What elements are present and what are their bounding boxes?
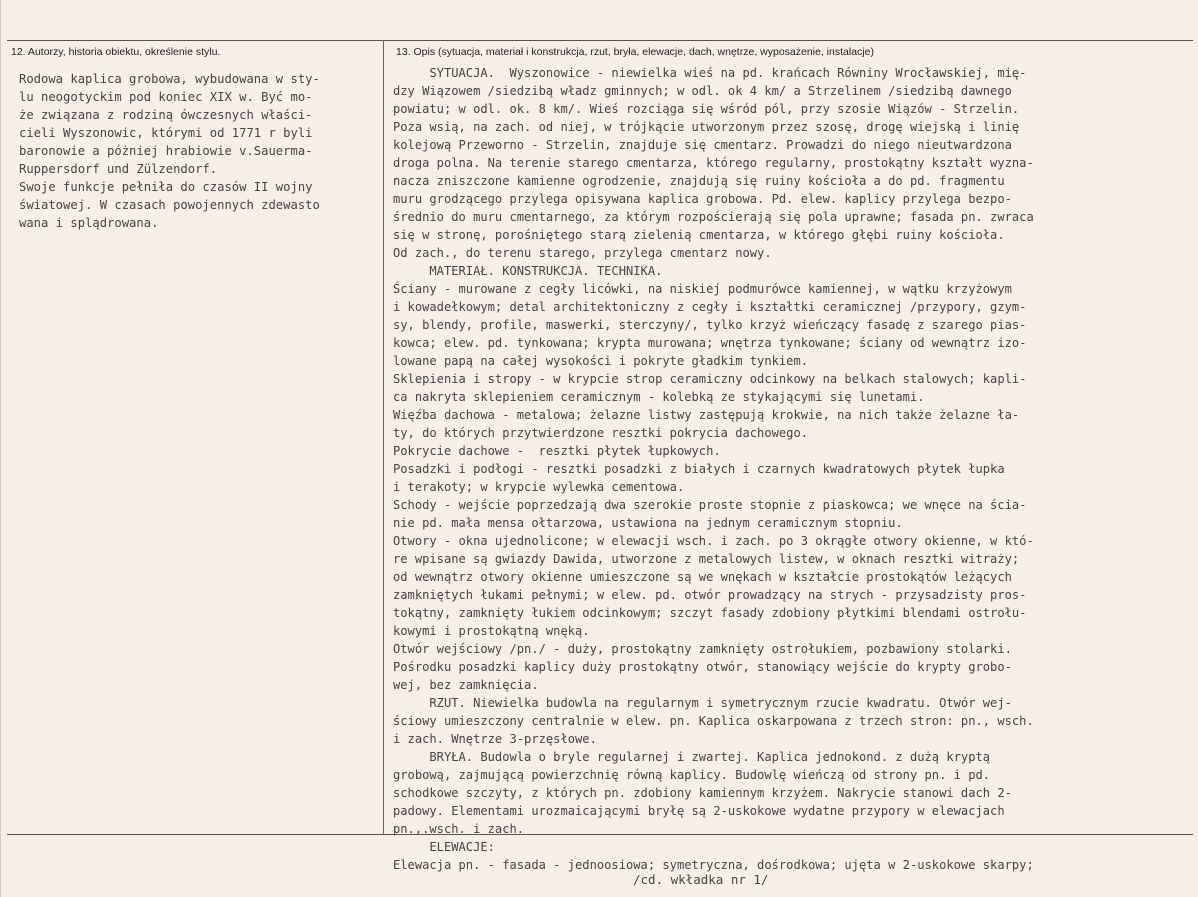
description-line: się w stronę, porośniętego starą zielenią cmentarza, w którego głębi ruiny kościoła. — [393, 228, 1005, 242]
description-line: re wpisane są gwiazdy Dawida, utworzone z metalowych listew, w oknach resztki witraży; — [393, 552, 1020, 566]
history-line: wana i splądrowana. — [19, 216, 159, 230]
description-line: ELEWACJE: — [393, 840, 495, 854]
description-line: i terakoty; w krypcie wylewka cementowa. — [393, 480, 685, 494]
continuation-note: /cd. wkładka nr 1/ — [633, 872, 769, 887]
description-text — [393, 64, 1193, 874]
description-line: nie pd. mała mensa ołtarzowa, ustawiona na jednym ceramicznym stopniu. — [393, 516, 903, 530]
description-line: padowy. Elementami urozmaicającymi bryłę są 2-uskokowe wydatne przypory w elewacjach — [393, 804, 1005, 818]
description-line: średnio do muru cmentarnego, za którym rozpościerają się pola uprawne; fasada pn. zwraca — [393, 210, 1034, 224]
history-line: Rodowa kaplica grobowa, wybudowana w sty- — [19, 72, 320, 86]
description-line: Otwory - okna ujednolicone; w elewacji wsch. i zach. po 3 okrągłe otwory okienne, w któ- — [393, 534, 1034, 548]
description-line: Otwór wejściowy /pn./ - duży, prostokątny zamknięty ostrołukiem, pozbawiony stolarki. — [393, 642, 1012, 656]
description-line: pn.,.wsch. i zach. — [393, 822, 525, 836]
description-line: muru grodzącego przylega opisywana kaplica grobowa. Pd. elew. kaplicy przylega bezpo- — [393, 192, 1012, 206]
description-line: SYTUACJA. Wyszonowice - niewielka wieś na pd. krańcach Równiny Wrocławskiej, mię- — [393, 66, 1027, 80]
description-line: kowca; elew. pd. tynkowana; krypta murowana; wnętrza tynkowane; ściany od wewnątrz izo- — [393, 336, 1027, 350]
description-line: wej, bez zamknięcia. — [393, 678, 539, 692]
description-line: Posadzki i podłogi - resztki posadzki z białych i czarnych kwadratowych płytek łupka — [393, 462, 1005, 476]
description-line: nacza zniszczone kamienne ogrodzenie, znajdują się ruiny kościoła a do pd. fragmentu — [393, 174, 1005, 188]
description-line: Pośrodku posadzki kaplicy duży prostokątny otwór, stanowiący wejście do krypty grobo- — [393, 660, 1012, 674]
column-divider — [383, 40, 384, 834]
description-line: kowymi i prostokątną wnęką. — [393, 624, 590, 638]
history-line: że związana z rodziną ówczesnych właści- — [19, 108, 313, 122]
description-line: tokątny, zamknięty łukiem odcinkowym; szczyt fasady zdobiony płytkimi blendami ostrołu- — [393, 606, 1027, 620]
description-line: zamkniętych łukami pełnymi; w elew. pd. otwór prowadzący na strych - przysadzisty pros- — [393, 588, 1027, 602]
description-line: ściowy umieszczony centralnie w elew. pn. Kaplica oskarpowana z trzech stron: pn., wsch. — [393, 714, 1034, 728]
right-section-header: 13. Opis (sytuacja, materiał i konstrukcja, rzut, bryła, elewacje, dach, wnętrze, wyposażenie, instalacje) — [396, 46, 874, 58]
description-line: grobową, zajmującą powierzchnię równą kaplicy. Budowlę wieńczą od strony pn. i pd. — [393, 768, 991, 782]
description-line: i kowadełkowym; detal architektoniczny z cegły i kształtki ceramicznej /przypory, gzym- — [393, 300, 1027, 314]
description-line: kolejową Przeworno - Strzelin, znajduje się cmentarz. Prowadzi do niego nieutwardzona — [393, 138, 1012, 152]
history-line: światowej. W czasach powojennych zdewasto — [19, 198, 320, 212]
description-line: od wewnątrz otwory okienne umieszczone są we wnękach w kształcie prostokątów leżących — [393, 570, 1012, 584]
description-line: Sklepienia i stropy - w krypcie strop ceramiczny odcinkowy na belkach stalowych; kapli- — [393, 372, 1027, 386]
history-line: lu neogotyckim pod koniec XIX w. Być mo- — [19, 90, 313, 104]
description-line: Więźba dachowa - metalowa; żelazne listwy zastępują krokwie, na nich także żelazne ła- — [393, 408, 1020, 422]
description-line: lowane papą na całej wysokości i pokryte gładkim tynkiem. — [393, 354, 809, 368]
description-line: Poza wsią, na zach. od niej, w trójkącie utworzonym przez szosę, drogę wiejską i linię — [393, 120, 1020, 134]
description-line: Pokrycie dachowe - resztki płytek łupkowych. — [393, 444, 721, 458]
top-rule — [7, 40, 1193, 41]
description-line: BRYŁA. Budowla o bryle regularnej i zwartej. Kaplica jednokond. z dużą kryptą — [393, 750, 991, 764]
description-line: Ściany - murowane z cegły licówki, na niskiej podmurówce kamiennej, w wątku krzyżowym — [393, 282, 1012, 296]
description-line: ty, do których przytwierdzone resztki pokrycia dachowego. — [393, 426, 809, 440]
left-section-header: 12. Autorzy, historia obiektu, określenie stylu. — [11, 46, 221, 58]
description-line: Od zach., do terenu starego, przylega cmentarz nowy. — [393, 246, 772, 260]
description-line: Elewacja pn. - fasada - jednoosiowa; symetryczna, dośrodkowa; ujęta w 2-uskokowe skarpy; — [393, 858, 1034, 872]
history-line: Ruppersdorf und Zülzendorf. — [19, 162, 218, 176]
history-line: baronowie a póżniej hrabiowie v.Sauerma- — [19, 144, 313, 158]
description-line: droga polna. Na terenie starego cmentarza, którego regularny, prostokątny kształt wyzna- — [393, 156, 1034, 170]
history-line: Swoje funkcje pełniła do czasów II wojny — [19, 180, 313, 194]
description-line: powiatu; w odl. ok. 8 km/. Wieś rozciąga się wśród pól, przy szosie Wiązów - Strzelin. — [393, 102, 1020, 116]
description-line: MATERIAŁ. KONSTRUKCJA. TECHNIKA. — [393, 264, 663, 278]
description-line: Schody - wejście poprzedzają dwa szerokie proste stopnie z piaskowca; we wnęce na ścia- — [393, 498, 1027, 512]
description-line: dzy Wiązowem /siedzibą władz gminnych; w odl. ok 4 km/ a Strzelinem /siedzibą dawnego — [393, 84, 1012, 98]
description-line: i zach. Wnętrze 3-przęsłowe. — [393, 732, 597, 746]
history-line: cieli Wyszonowic, którymi od 1771 r byli — [19, 126, 313, 140]
description-line: schodkowe szczyty, z których pn. zdobiony kamiennym krzyżem. Nakrycie stanowi dach 2- — [393, 786, 1012, 800]
history-text — [19, 70, 381, 232]
description-line: sy, blendy, profile, maswerki, sterczyny/, tylko krzyż wieńczący fasadę z szarego pias- — [393, 318, 1027, 332]
description-line: RZUT. Niewielka budowla na regularnym i symetrycznym rzucie kwadratu. Otwór wej- — [393, 696, 1012, 710]
description-line: ca nakryta sklepieniem ceramicznym - kolebką ze stykającymi się lunetami. — [393, 390, 925, 404]
